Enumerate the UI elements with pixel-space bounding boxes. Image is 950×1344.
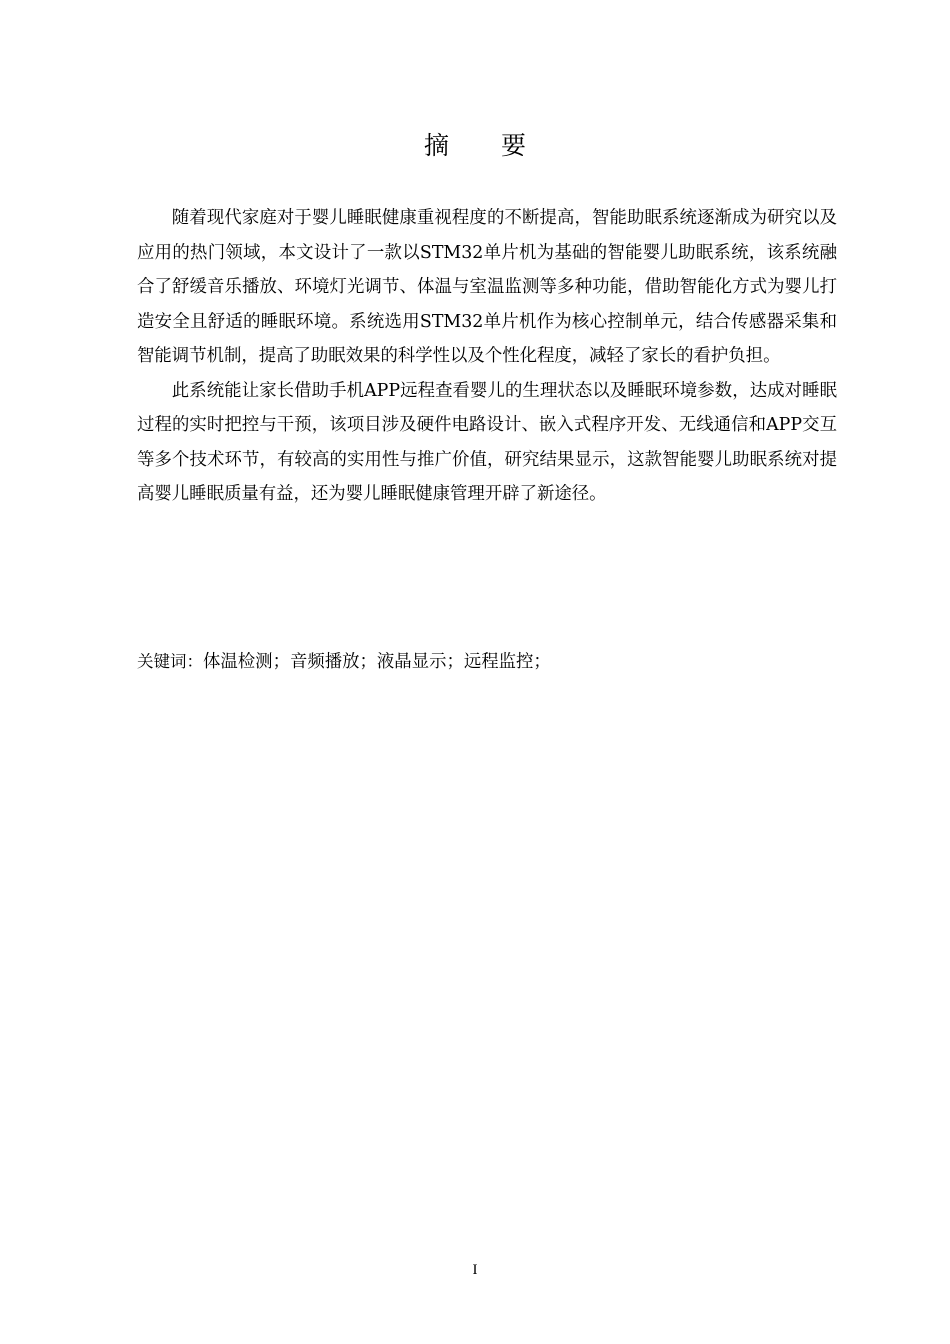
page-title: 摘要 — [423, 131, 578, 160]
keywords-text: 体温检测；音频播放；液晶显示；远程监控； — [203, 652, 551, 672]
keywords-line — [137, 645, 837, 679]
keywords-label: 关键词： — [137, 652, 203, 671]
page-number: I — [472, 1262, 478, 1278]
abstract-paragraph-1: 随着现代家庭对于婴儿睡眠健康重视程度的不断提高，智能助眠系统逐渐成为研究以及应用的热门领域，本文设计了一款以STM32单片机为基础的智能婴儿助眠系统，该系统融合了舒缓音乐播放、环境灯光调节、体温与室温监测等多种功能，借助智能化方式为婴儿打造安全且舒适的睡眠环境。系统选用STM32单片机作为核心控制单元，结合传感器采集和智能调节机制，提高了助眠效果的科学性以及个性化程度，减轻了家长的看护负担。 — [137, 208, 837, 366]
abstract-paragraph-2: 此系统能让家长借助手机APP远程查看婴儿的生理状态以及睡眠环境参数，达成对睡眠过程的实时把控与干预，该项目涉及硬件电路设计、嵌入式程序开发、无线通信和APP交互等多个技术环节，有较高的实用性与推广价值，研究结果显示，这款智能婴儿助眠系统对提高婴儿睡眠质量有益，还为婴儿睡眠健康管理开辟了新途径。 — [137, 380, 837, 504]
abstract-body — [137, 201, 837, 512]
